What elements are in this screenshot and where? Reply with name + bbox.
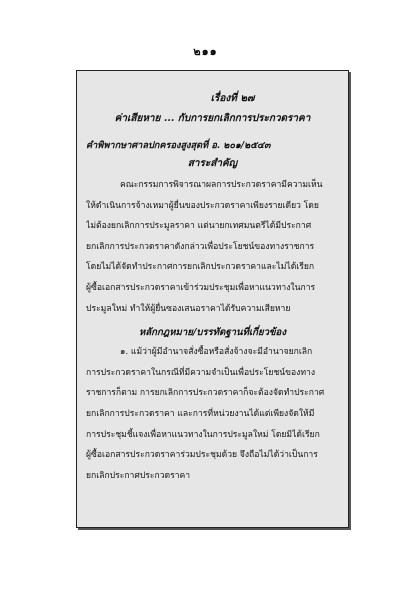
summary-line: ไม่ต้องยกเลิกการประมูลราคา แต่นายกเทศมนตรีได้มีประกาศ xyxy=(86,221,312,232)
story-title: ค่าเสียหาย ... กับการยกเลิกการประกวดราคา xyxy=(114,113,311,124)
summary-line: โดยไม่ได้จัดทำประกาศการยกเลิกประกวดราคาและไม่ได้เรียก xyxy=(86,262,315,273)
summary-line: ผู้ซื้อเอกสารประกวดราคาเข้าร่วมประชุมเพื่อหาแนวทางในการ xyxy=(86,282,316,293)
principles-line: การประชุมชี้แจงเพื่อหาแนวทางในการประมูลใหม่ โดยมิได้เรียก xyxy=(86,429,320,440)
verdict-reference: คำพิพากษาศาลปกครองสูงสุดที่ อ. ๒๐๑/๒๕๔๓ xyxy=(86,140,271,151)
summary-heading: สาระสำคัญ xyxy=(187,158,238,169)
content-box xyxy=(76,70,349,528)
principles-line: ยกเลิกการประกวดราคา และการที่หน่วยงานได้แต่เพียงจัดให้มี xyxy=(86,408,315,419)
principles-paragraph xyxy=(86,342,339,486)
summary-paragraph xyxy=(86,175,339,319)
summary-line: ให้ดำเนินการจ้างเหมาผู้ยื่นของประกวดราคาเพียงรายเดียว โดย xyxy=(86,200,319,211)
summary-line: คณะกรรมการพิจารณาผลการประกวดราคามีความเห็น xyxy=(120,180,323,190)
principles-heading: หลักกฎหมาย/บรรทัดฐานที่เกี่ยวข้อง xyxy=(138,327,287,339)
principles-line: ๑. แม้ว่าผู้มีอำนาจสั่งซื้อหรือสั่งจ้างจะมีอำนาจยกเลิก xyxy=(120,347,313,358)
summary-line: ยกเลิกการประกวดราคาดังกล่าวเพื่อประโยชน์ของทางราชการ xyxy=(86,241,315,252)
principles-line: การประกวดราคาในกรณีที่มีความจำเป็นเพื่อประโยชน์ของทาง xyxy=(86,367,316,378)
principles-line: ราชการก็ตาม การยกเลิกการประกวดราคาก็จะต้องจัดทำประกาศ xyxy=(86,388,325,399)
story-number: เรื่องที่ ๒๗ xyxy=(210,93,255,104)
summary-line: ประมูลใหม่ ทำให้ผู้ยื่นซองเสนอราคาได้รับความเสียหาย xyxy=(86,303,291,314)
page-number: ๒๑๑ xyxy=(193,45,218,58)
principles-line: ยกเลิกประกาศประกวดราคา xyxy=(86,470,191,481)
principles-line: ผู้ซื้อเอกสารประกวดราคาร่วมประชุมด้วย จึงถือไม่ได้ว่าเป็นการ xyxy=(86,450,318,461)
